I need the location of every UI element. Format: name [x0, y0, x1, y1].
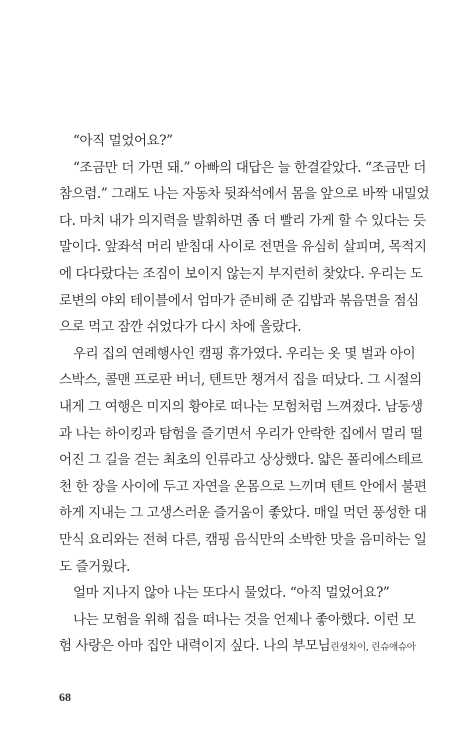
text-line: “아직 멀었어요?” — [73, 133, 173, 149]
text-line: 과 나는 하이킹과 탐험을 즐기면서 우리가 안락한 집에서 멀리 떨 — [59, 425, 423, 442]
text-line: 도 즐거웠다. — [59, 558, 130, 575]
text-line: 말이다. 앞좌석 머리 받침대 사이로 전면을 유심히 살피며, 목적지 — [59, 239, 427, 256]
text-line: “조금만 더 가면 돼.” 아빠의 대답은 늘 한결같았다. “조금만 더 — [73, 159, 427, 176]
text-line: 만식 요리와는 전혀 다른, 캠핑 음식만의 소박한 맛을 음미하는 일 — [59, 531, 427, 548]
text-line: 얼마 지나지 않아 나는 또다시 물었다. “아직 멀었어요?” — [73, 585, 390, 602]
page-number: 68 — [59, 690, 71, 704]
parents-names-note: 린셩차이, 린슈애슈아 — [330, 642, 416, 654]
text-line: 나는 모험을 위해 집을 떠나는 것을 언제나 좋아했다. 이런 모 — [73, 611, 416, 628]
text-line: 다. 마치 내가 의지력을 발휘하면 좀 더 빨리 가게 할 수 있다는 듯 — [59, 212, 426, 229]
text-line: 우리 집의 연례행사인 캠핑 휴가였다. 우리는 옷 몇 벌과 아이 — [73, 345, 416, 362]
text-line: 하게 지내는 그 고생스러운 즐거움이 좋았다. 매일 먹던 풍성한 대 — [59, 505, 427, 522]
text-line: 내게 그 여행은 미지의 황야로 떠나는 모험처럼 느껴졌다. 남동생 — [59, 398, 423, 415]
text-line: 천 한 장을 사이에 두고 자연을 온몸으로 느끼며 텐트 안에서 불편 — [59, 478, 427, 495]
text-line: 참으렴.” 그래도 나는 자동차 뒷좌석에서 몸을 앞으로 바짝 내밀었 — [59, 186, 430, 203]
text-line: 로변의 야외 테이블에서 엄마가 준비해 준 김밥과 볶음면을 점심 — [59, 292, 419, 309]
text-line: 에 다다랐다는 조짐이 보이지 않는지 부지런히 찾았다. 우리는 도 — [59, 265, 423, 282]
body-text — [59, 128, 430, 660]
text-line: 스박스, 콜맨 프로판 버너, 텐트만 챙겨서 집을 떠났다. 그 시절의 — [59, 372, 422, 389]
text-line: 어진 그 길을 걷는 최초의 인류라고 상상했다. 얇은 폴리에스테르 — [59, 452, 423, 469]
text-line-with-note — [59, 633, 415, 660]
text-line: 험 사랑은 아마 집안 내력이지 싶다. 나의 부모님 — [59, 638, 331, 655]
text-line: 으로 먹고 잠깐 쉬었다가 다시 차에 올랐다. — [59, 319, 302, 336]
